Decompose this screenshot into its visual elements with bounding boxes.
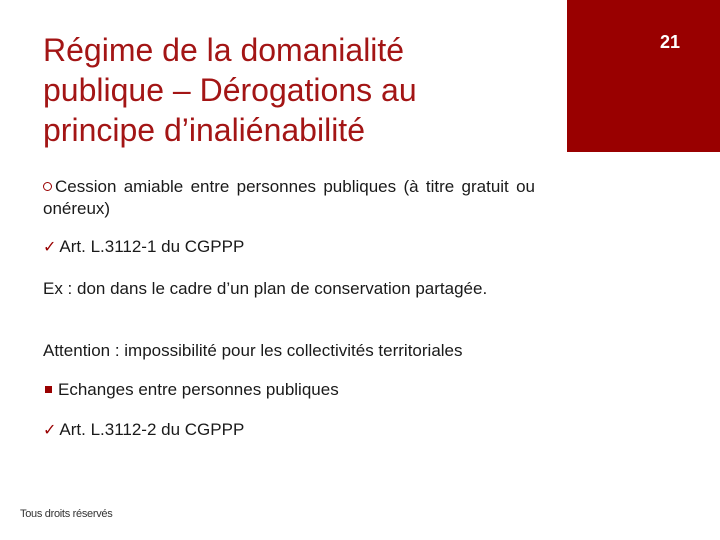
- square-bullet-icon: [45, 386, 52, 393]
- checkmark-icon: ✓: [43, 239, 57, 256]
- list-item-text: Echanges entre personnes publiques: [58, 380, 339, 399]
- list-item: [43, 236, 535, 259]
- list-item: [43, 340, 535, 362]
- checkmark-icon: ✓: [43, 422, 57, 439]
- list-item-text: Attention : impossibilité pour les collectivités territoriales: [43, 341, 463, 360]
- circle-bullet-icon: [43, 182, 52, 191]
- list-item-text: Ex : don dans le cadre d’un plan de conservation partagée.: [43, 279, 488, 298]
- page-number: 21: [659, 32, 681, 52]
- page-number-panel: [567, 0, 720, 152]
- slide-title: Régime de la domanialité publique – Dérogations au principe d’inaliénabilité: [43, 32, 417, 148]
- footer-copyright: Tous droits réservés: [20, 508, 113, 520]
- list-item-text: Art. L.3112-2 du CGPPP: [59, 420, 245, 439]
- list-item: [43, 278, 535, 300]
- list-item-text: Cession amiable entre personnes publiques (à titre gratuit ou onéreux): [43, 177, 535, 218]
- list-item: [43, 176, 535, 220]
- list-item-text: Art. L.3112-1 du CGPPP: [59, 237, 245, 256]
- list-item: [43, 379, 535, 401]
- list-item: [43, 419, 535, 442]
